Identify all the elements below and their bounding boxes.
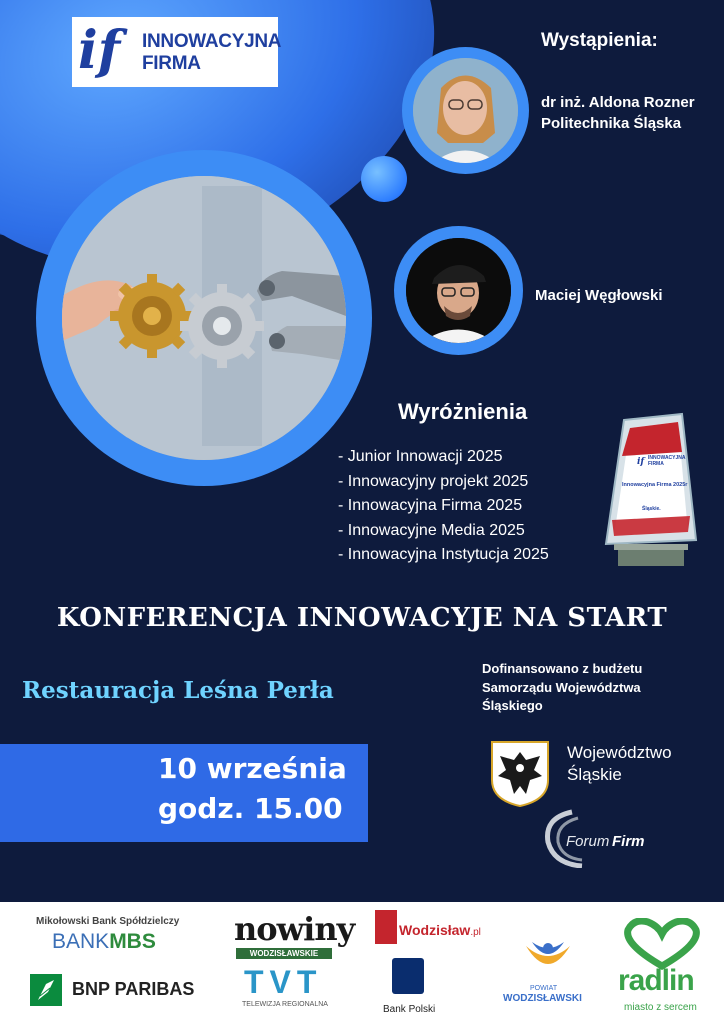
firm-text: Firm (612, 833, 645, 850)
funding-line3: Śląskiego (482, 698, 543, 713)
speaker-1-portrait (413, 58, 518, 163)
award-item: - Innowacyjna Firma 2025 (338, 497, 523, 514)
wodzislaw-logo (399, 922, 481, 938)
trophy-image (604, 412, 698, 568)
forum-text: Forum (566, 833, 610, 850)
award-item: - Innowacyjny projekt 2025 (338, 472, 529, 490)
wodzislaw-b: .pl (470, 927, 481, 938)
trophy-brand: Śląskie. (642, 506, 661, 512)
award-item: - Innowacyjna Instytucja 2025 (338, 546, 549, 563)
venue-name: Restauracja Leśna Perła (22, 677, 334, 704)
awards-list (338, 445, 549, 568)
speaker-2-name: Maciej Węgłowski (535, 287, 663, 304)
pko-icon (392, 958, 424, 994)
sponsors-footer (0, 902, 724, 1024)
conference-title: KONFERENCJA INNOWACYJE NA START (56, 603, 668, 633)
trophy-mark: if (637, 457, 645, 467)
speaker-2-photo (406, 238, 511, 343)
bnp-paribas-logo: BNP PARIBAS (72, 979, 195, 999)
logo-text (142, 31, 281, 75)
forum-firm-logo (542, 808, 652, 868)
gears-photo (62, 176, 346, 460)
region-line1: Województwo (567, 743, 672, 762)
speakers-heading: Wystąpienia: (541, 30, 658, 51)
powiat-line1: POWIAT (530, 985, 558, 992)
bank-mbs-logo (52, 930, 156, 954)
bnp-star-icon (30, 974, 62, 1006)
pko-bank-polski: Bank Polski (383, 1004, 436, 1015)
logo-mark: if (78, 20, 121, 81)
funding-line1: Dofinansowano z budżetu (482, 661, 643, 676)
bank-mbs-caption: Mikołowski Bank Spółdzielczy (36, 916, 180, 927)
speaker-1-name: dr inż. Aldona Rozner (541, 94, 695, 111)
trophy-caption: Innowacyjna Firma 2025r (622, 482, 688, 488)
powiat-line2: WODZISŁAWSKI (503, 993, 582, 1004)
innowacyjna-firma-logo (72, 17, 282, 87)
radlin-heart-icon (620, 918, 704, 970)
nowiny-logo: nowiny (234, 910, 355, 948)
silesia-eagle-emblem (490, 740, 550, 808)
event-time: godz. 15.00 (158, 792, 343, 825)
logo-line1: INNOWACYJNA (142, 31, 282, 52)
gears-illustration (62, 176, 346, 460)
trophy-line2: FIRMA (648, 461, 664, 467)
trophy-line1: INNOWACYJNA (648, 455, 686, 461)
speaker-1-affiliation: Politechnika Śląska (541, 115, 682, 132)
award-item: - Innowacyjne Media 2025 (338, 521, 525, 539)
speaker-2-portrait (406, 238, 511, 343)
powiat-wodzislawski-emblem (518, 936, 578, 982)
logo-line2: FIRMA (142, 53, 201, 74)
wodzislaw-tower-icon (375, 910, 397, 944)
funding-note (482, 660, 642, 716)
speaker-1-info (541, 92, 695, 134)
speaker-1-photo (413, 58, 518, 163)
region-line2: Śląskie (567, 765, 622, 784)
nowiny-subtitle: WODZISŁAWSKIE (236, 948, 332, 959)
awards-heading: Wyróżnienia (398, 399, 528, 424)
radlin-logo: radlin (618, 964, 694, 997)
tvt-logo: TVT (244, 964, 323, 1000)
award-item: - Junior Innowacji 2025 (338, 448, 503, 465)
wodzislaw-a: Wodzisław (399, 922, 471, 938)
region-name (567, 742, 672, 786)
event-date: 10 września (158, 752, 347, 785)
radlin-slogan: miasto z sercem (624, 1002, 697, 1013)
bank-mbs-a: BANK (52, 930, 110, 953)
bank-mbs-b: MBS (109, 930, 156, 953)
tvt-subtitle: TELEWIZJA REGIONALNA (242, 1001, 328, 1008)
decorative-bubble (361, 156, 407, 202)
funding-line2: Samorządu Województwa (482, 679, 641, 695)
